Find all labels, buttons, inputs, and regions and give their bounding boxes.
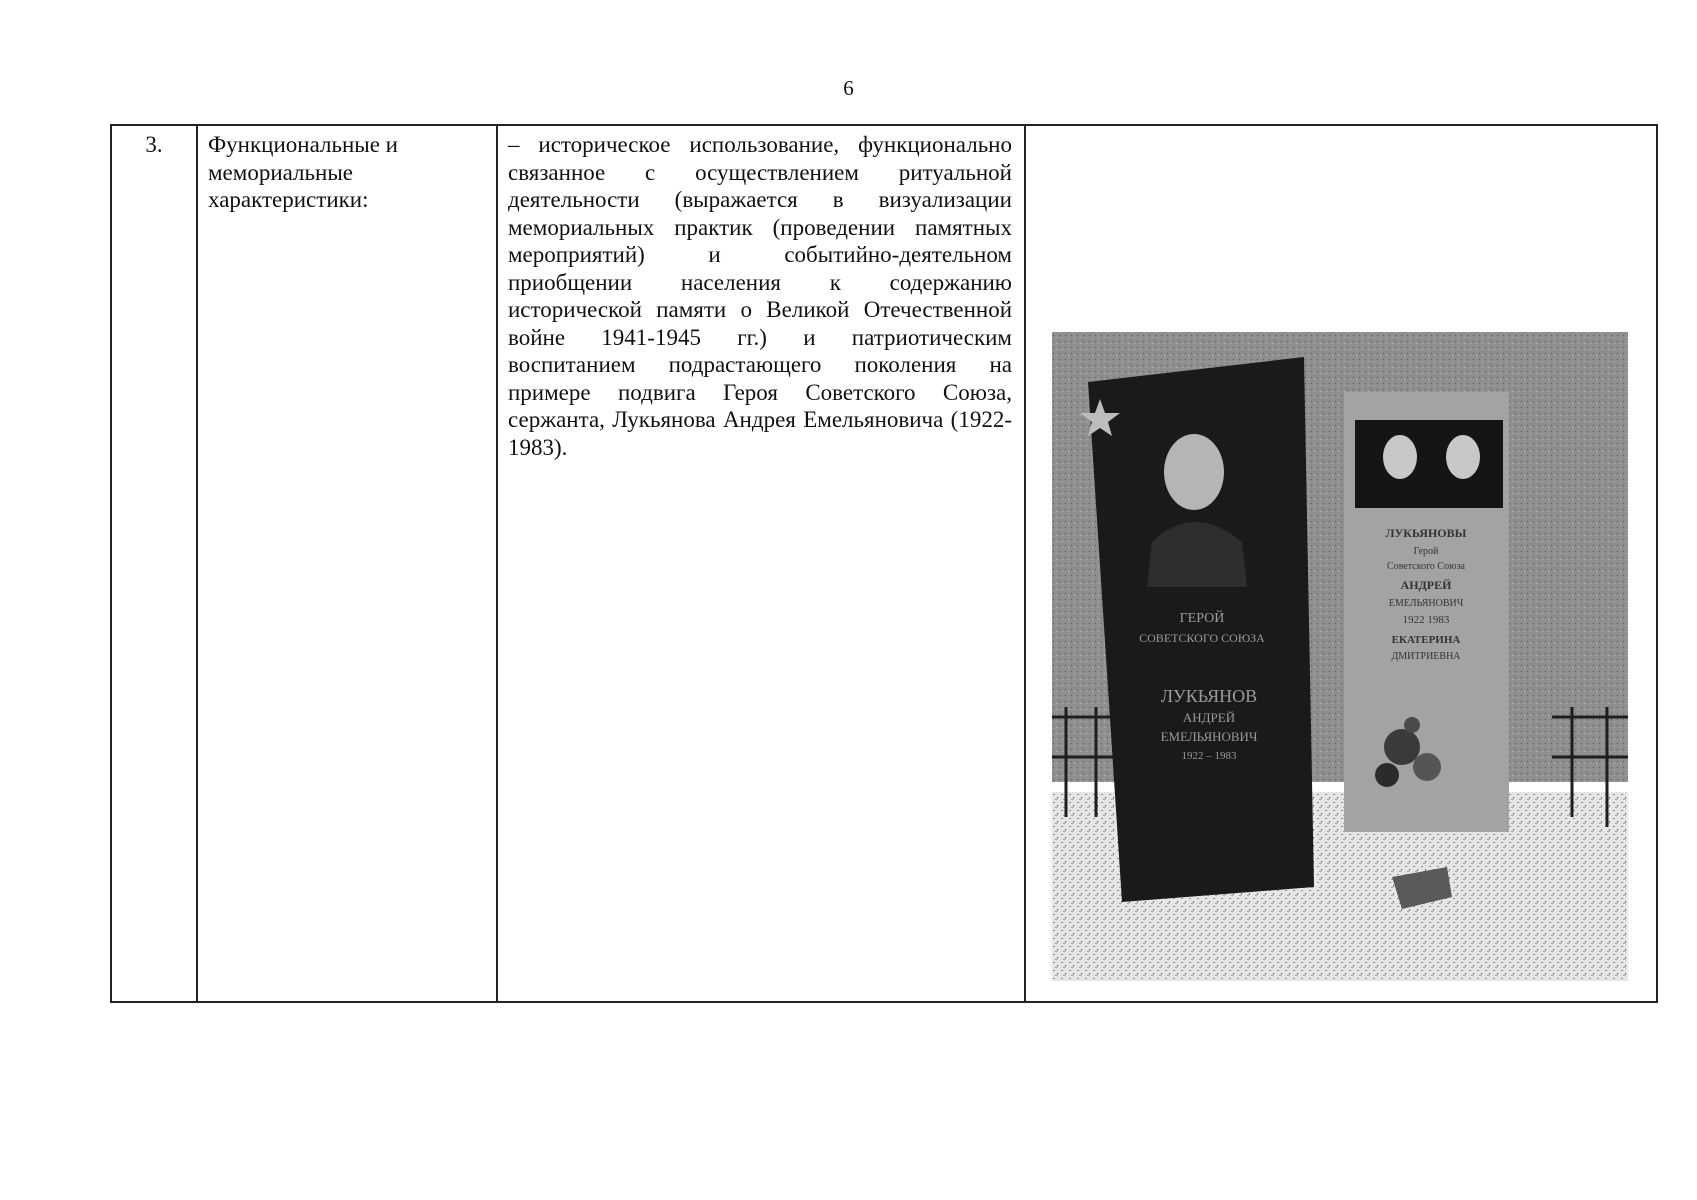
left-inscription-5: ЕМЕЛЬЯНОВИЧ xyxy=(1160,729,1258,744)
portrait-man xyxy=(1383,435,1417,479)
right-inscription-7: ЕКАТЕРИНА xyxy=(1391,634,1461,646)
characteristic-description: – историческое использование, функционально связанное с осуществлением ритуальной деятельности (выражается в визуализации мемориальных практик (проведении памятных мероприятий) и событийно-деятельном приобщении населения к содержанию исторической памяти о Великой Отечественной войне 1941-1945 гг.) и патриотическим воспитанием подрастающего поколения на примере подвига Героя Советского Союза, сержанта, Лукьянова Андрея Емельяновича (1922-1983). xyxy=(497,125,1025,1002)
left-inscription-2: СОВЕТСКОГО СОЮЗА xyxy=(1139,631,1265,645)
right-inscription-1: ЛУКЬЯНОВЫ xyxy=(1385,526,1467,540)
right-inscription-2: Герой xyxy=(1413,546,1439,557)
document-table xyxy=(110,124,1658,1003)
right-inscription-6: 1922 1983 xyxy=(1402,614,1450,626)
portrait-woman xyxy=(1446,435,1480,479)
right-inscription-3: Советского Союза xyxy=(1387,561,1465,572)
left-inscription-1: ГЕРОЙ xyxy=(1179,611,1225,626)
left-inscription-3: ЛУКЬЯНОВ xyxy=(1160,686,1258,706)
hero-portrait xyxy=(1164,434,1224,510)
left-inscription-6: 1922 – 1983 xyxy=(1181,750,1237,762)
page-number: 6 xyxy=(843,76,854,100)
left-inscription-4: АНДРЕЙ xyxy=(1182,710,1236,725)
right-inscription-4: АНДРЕЙ xyxy=(1400,578,1452,592)
table-row xyxy=(111,125,1657,1002)
right-inscription-8: ДМИТРИЕВНА xyxy=(1391,651,1461,662)
row-number: 3. xyxy=(111,125,197,1002)
photo-cell xyxy=(1025,125,1657,1002)
right-inscription-5: ЕМЕЛЬЯНОВИЧ xyxy=(1388,598,1464,609)
characteristic-name: Функциональные и мемориальные характеристики: xyxy=(197,125,497,1002)
couple-portrait-frame xyxy=(1355,420,1503,508)
memorial-photo xyxy=(1052,297,1628,981)
